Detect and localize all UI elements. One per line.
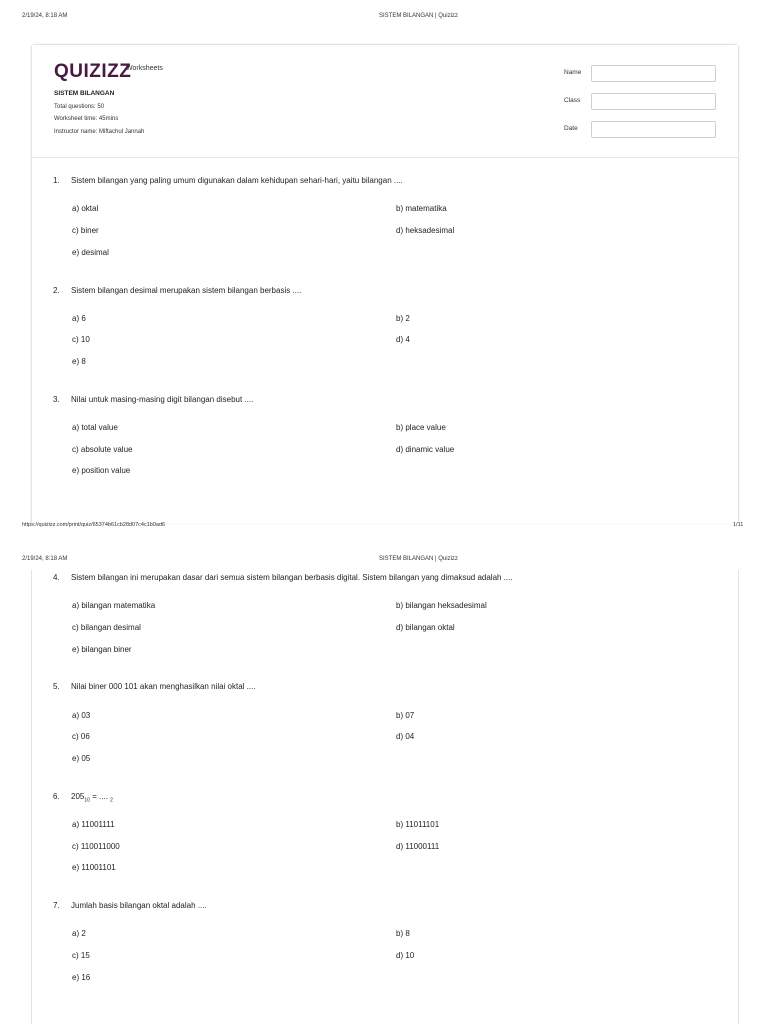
option-6e: e) 11001101: [72, 863, 116, 872]
question-6: 6. $205_{10}$ = .... $_2$: [53, 792, 113, 804]
option-2c: c) 10: [72, 335, 90, 344]
worksheet-time: Worksheet time: 45mins: [54, 116, 119, 122]
class-label: Class: [564, 97, 581, 104]
option-5c: c) 06: [72, 732, 90, 741]
option-6a: a) 11001111: [72, 820, 115, 829]
logo-subtitle: Worksheets: [126, 65, 163, 72]
option-2a: a) 6: [72, 314, 86, 323]
option-5e: e) 05: [72, 754, 91, 763]
worksheet-card: [31, 44, 739, 523]
option-2d: d) 4: [396, 335, 410, 344]
question-4: 4. Sistem bilangan ini merupakan dasar dari semua sistem bilangan berbasis digital. Sistem bilangan yang dimaksud adalah ....: [53, 573, 513, 582]
worksheet-header: [32, 45, 738, 158]
option-6b: b) 11011101: [396, 820, 440, 829]
name-label: Name: [564, 69, 582, 76]
option-7c: c) 15: [72, 951, 90, 960]
print-datetime-page2: 2/19/24, 8:18 AM: [22, 556, 68, 562]
option-6c: c) 110011000: [72, 842, 120, 851]
date-field[interactable]: [591, 121, 716, 138]
option-4e: e) bilangan biner: [72, 645, 132, 654]
option-6d: d) 11000111: [396, 842, 440, 851]
print-url: https://quizizz.com/print/quiz/65374b61cb28d07c4c1b0ad6: [22, 522, 166, 528]
print-datetime: 2/19/24, 8:18 AM: [22, 13, 68, 19]
total-questions: Total questions: 50: [54, 104, 105, 110]
option-3d: d) dinamic value: [396, 445, 455, 454]
option-3b: b) place value: [396, 423, 446, 432]
date-label: Date: [564, 125, 578, 132]
worksheet-card-continued: [31, 570, 739, 1024]
option-5d: d) 04: [396, 732, 415, 741]
name-field[interactable]: [591, 65, 716, 82]
option-1a: a) oktal: [72, 204, 99, 213]
option-7e: e) 16: [72, 973, 91, 982]
print-doc-title-page2: SISTEM BILANGAN | Quizizz: [379, 556, 458, 562]
quizizz-logo: QUIZIZZ: [54, 61, 132, 82]
option-2e: e) 8: [72, 357, 86, 366]
option-3e: e) position value: [72, 466, 131, 475]
worksheet-title: SISTEM BILANGAN: [54, 90, 115, 97]
print-doc-title: SISTEM BILANGAN | Quizizz: [379, 13, 458, 19]
option-3c: c) absolute value: [72, 445, 133, 454]
option-4d: d) bilangan oktal: [396, 623, 455, 632]
question-5: 5. Nilai biner 000 101 akan menghasilkan nilai oktal ....: [53, 682, 256, 691]
instructor-name: Instructor name: Miftachul Jannah: [54, 129, 145, 135]
question-7: 7. Jumlah basis bilangan oktal adalah ....: [53, 901, 207, 910]
option-5a: a) 03: [72, 711, 91, 720]
option-1e: e) desimal: [72, 248, 109, 257]
option-1c: c) biner: [72, 226, 99, 235]
option-7b: b) 8: [396, 929, 410, 938]
option-5b: b) 07: [396, 711, 415, 720]
option-2b: b) 2: [396, 314, 410, 323]
page-number: 1/11: [733, 522, 744, 528]
option-7a: a) 2: [72, 929, 86, 938]
question-1: 1. Sistem bilangan yang paling umum digunakan dalam kehidupan sehari-hari, yaitu bilangan ....: [53, 176, 403, 185]
option-4c: c) bilangan desimal: [72, 623, 141, 632]
option-1d: d) heksadesimal: [396, 226, 455, 235]
option-3a: a) total value: [72, 423, 118, 432]
option-4b: b) bilangan heksadesimal: [396, 601, 487, 610]
question-3: 3. Nilai untuk masing-masing digit bilangan disebut ....: [53, 395, 254, 404]
option-7d: d) 10: [396, 951, 415, 960]
class-field[interactable]: [591, 93, 716, 110]
option-4a: a) bilangan matematika: [72, 601, 156, 610]
option-1b: b) matematika: [396, 204, 447, 213]
question-2: 2. Sistem bilangan desimal merupakan sistem bilangan berbasis ....: [53, 286, 302, 295]
